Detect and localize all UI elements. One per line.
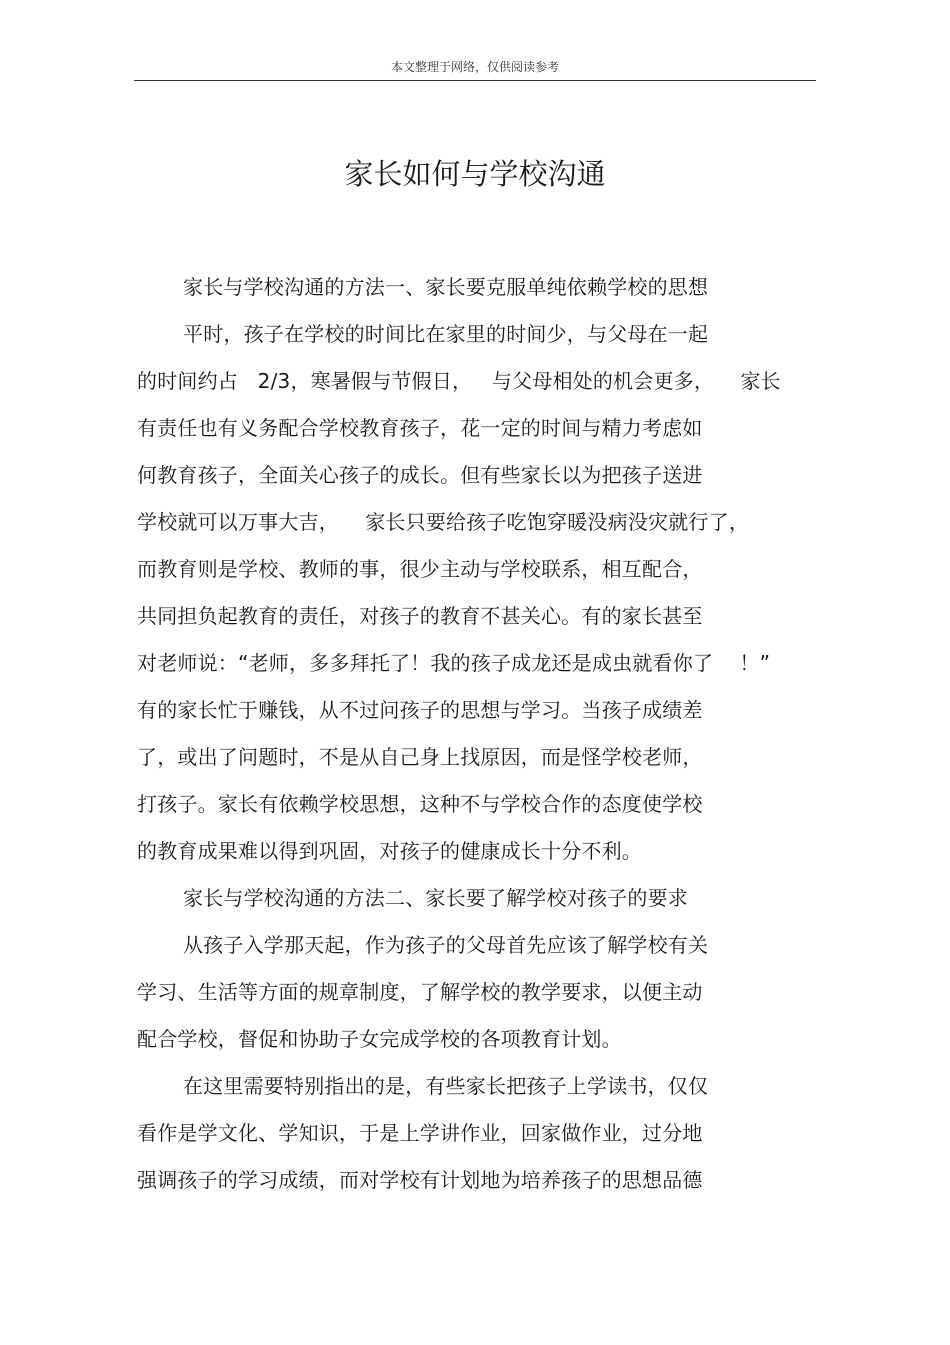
paragraph-line: 强调孩子的学习成绩，而对学校有计划地为培养孩子的思想品德 [137, 1168, 703, 1192]
paragraph-line: 看作是学文化、学知识，于是上学讲作业，回家做作业，过分地 [137, 1121, 703, 1145]
paragraph-line: 而教育则是学校、教师的事，很少主动与学校联系，相互配合， [137, 557, 703, 581]
paragraph-line: 对老师说：“老师，多多拜托了！我的孩子成龙还是成虫就看你了 ！” [137, 651, 771, 675]
page-header: 本文整理于网络，仅供阅读参考 [390, 60, 559, 74]
paragraph-line: 配合学校，督促和协助子女完成学校的各项教育计划。 [137, 1027, 622, 1051]
paragraph-line: 打孩子。家长有依赖学校思想，这种不与学校合作的态度使学校 [137, 792, 703, 816]
section-heading-2: 家长与学校沟通的方法二、家长要了解学校对孩子的要求 [183, 886, 688, 910]
paragraph-line: 学校就可以万事大吉， 家长只要给孩子吃饱穿暖没病没灾就行了， [137, 510, 750, 534]
paragraph-line: 在这里需要特别指出的是，有些家长把孩子上学读书，仅仅 [183, 1074, 709, 1098]
paragraph-line: 何教育孩子，全面关心孩子的成长。但有些家长以为把孩子送进 [137, 463, 703, 487]
document-title: 家长如何与学校沟通 [344, 157, 606, 191]
paragraph-line: 有的家长忙于赚钱，从不过问孩子的思想与学习。当孩子成绩差 [137, 698, 703, 722]
paragraph-line: 了，或出了问题时，不是从自己身上找原因，而是怪学校老师， [137, 745, 703, 769]
paragraph-line: 平时，孩子在学校的时间比在家里的时间少，与父母在一起 [183, 322, 709, 346]
paragraph-line: 从孩子入学那天起，作为孩子的父母首先应该了解学校有关 [183, 933, 709, 957]
paragraph-line: 共同担负起教育的责任，对孩子的教育不甚关心。有的家长甚至 [137, 604, 703, 628]
paragraph-line: 学习、生活等方面的规章制度，了解学校的教学要求，以便主动 [137, 980, 703, 1004]
section-heading-1: 家长与学校沟通的方法一、家长要克服单纯依赖学校的思想 [183, 275, 709, 299]
paragraph-line: 的时间约占 2/3，寒暑假与节假日， 与父母相处的机会更多， 家长 [137, 369, 781, 393]
paragraph-line: 有责任也有义务配合学校教育孩子，花一定的时间与精力考虑如 [137, 416, 703, 440]
header-divider [134, 80, 816, 81]
paragraph-line: 的教育成果难以得到巩固，对孩子的健康成长十分不利。 [137, 839, 642, 863]
